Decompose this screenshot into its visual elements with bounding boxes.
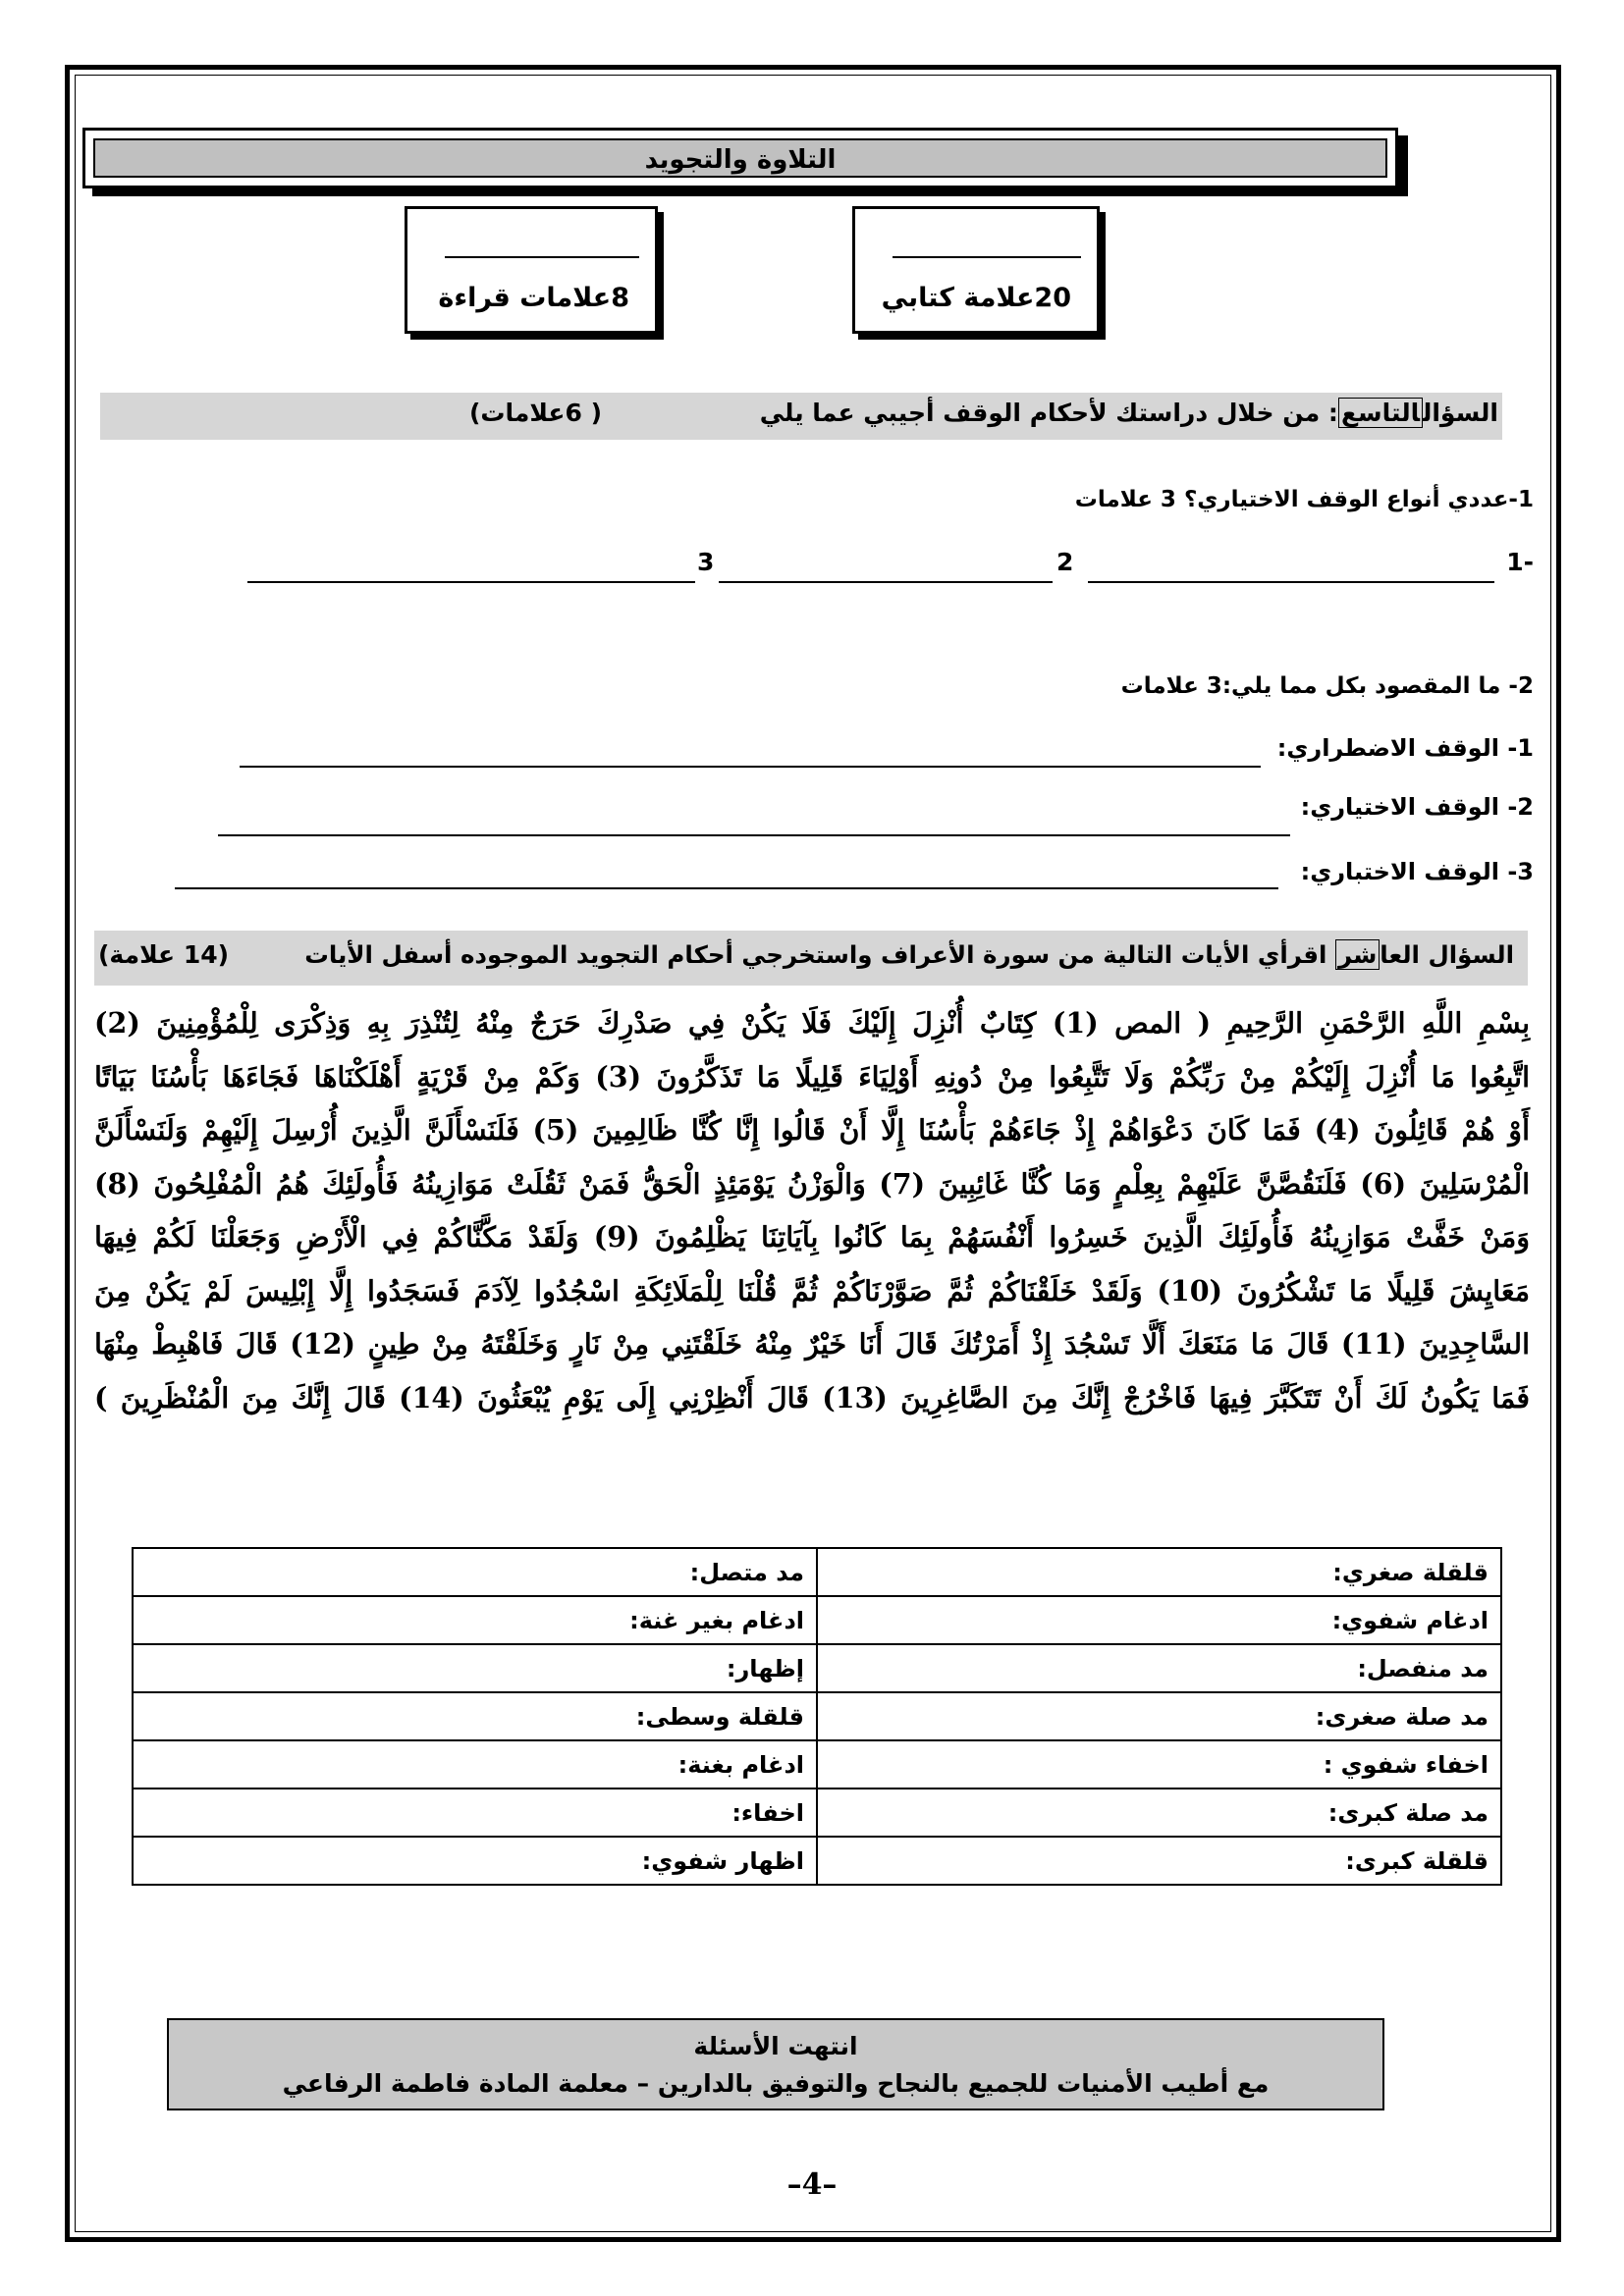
closing-box	[167, 2018, 1384, 2110]
definition-3-label: 3- الوقف الاختباري:	[1300, 858, 1534, 885]
verse-line: وَمَنْ خَفَّتْ مَوَازِينُهُ فَأُولَئِكَ الَّذِينَ خَسِرُوا أَنْفُسَهُمْ بِمَا كَانُوا بِآيَاتِنَا يَظْلِمُونَ (9) وَلَقَدْ مَكَّنَّاكُمْ فِي الْأَرْضِ وَجَعَلْنَا لَكُمْ فِيهَا	[94, 1220, 1531, 1254]
table-cell[interactable]: مد منفصل:	[817, 1644, 1501, 1692]
table-row	[133, 1837, 1501, 1885]
table-cell[interactable]: مد صلة صغرى:	[817, 1692, 1501, 1740]
table-cell[interactable]: اخفاء:	[133, 1789, 817, 1837]
question-9-sub2: 2- ما المقصود بكل مما يلي:3 علامات	[1120, 673, 1534, 699]
definition-1-label: 1- الوقف الاضطراري:	[1276, 734, 1534, 762]
answer-1-label: 1-	[1506, 548, 1534, 576]
table-cell[interactable]: ادغام بغنة:	[133, 1740, 817, 1789]
closing-line-2: مع أطيب الأمنيات للجميع بالنجاح والتوفيق بالدارين – معلمة المادة فاطمة الرفاعي	[282, 2069, 1270, 2098]
verse-line: اتَّبِعُوا مَا أُنْزِلَ إِلَيْكُمْ مِنْ رَبِّكُمْ وَلَا تَتَّبِعُوا مِنْ دُونِهِ أَوْلِيَاءَ قَلِيلًا مَا تَذَكَّرُونَ (3) وَكَمْ مِنْ قَرْيَةٍ أَهْلَكْنَاهَا فَجَاءَهَا بَأْسُنَا بَيَاتًا	[94, 1059, 1530, 1094]
table-row	[133, 1740, 1501, 1789]
table-row	[133, 1789, 1501, 1837]
definition-3-line[interactable]	[175, 887, 1278, 889]
question-10-marks: (14 علامة)	[98, 940, 230, 969]
definition-1-line[interactable]	[240, 766, 1261, 768]
table-row	[133, 1692, 1501, 1740]
table-cell[interactable]: إظهار:	[133, 1644, 817, 1692]
table-cell[interactable]: اظهار شفوي:	[133, 1837, 817, 1885]
table-cell[interactable]: قلقلة كبرى:	[817, 1837, 1501, 1885]
table-cell[interactable]: مد صلة كبرى:	[817, 1789, 1501, 1837]
table-row	[133, 1644, 1501, 1692]
table-row	[133, 1596, 1501, 1644]
verse-line: السَّاجِدِينَ (11) قَالَ مَا مَنَعَكَ أَلَّا تَسْجُدَ إِذْ أَمَرْتُكَ قَالَ أَنَا خَيْرٌ مِنْهُ خَلَقْتَنِي مِنْ نَارٍ وَخَلَقْتَهُ مِنْ طِينٍ (12) قَالَ فَاهْبِطْ مِنْهَا	[94, 1327, 1530, 1361]
question-9-title-part1: السؤال	[1422, 399, 1498, 427]
question-9-title	[760, 399, 1498, 427]
answer-3-line[interactable]	[247, 581, 695, 583]
question-9-sub1: 1-عددي أنواع الوقف الاختياري؟ 3 علامات	[1074, 487, 1534, 512]
section-title: التلاوة والتجويد	[93, 138, 1387, 178]
answer-3-label: 3	[697, 548, 715, 576]
question-10-title-boxed: شر	[1335, 939, 1380, 970]
writing-marks-line	[893, 256, 1081, 258]
closing-line-1: انتهت الأسئلة	[693, 2032, 858, 2060]
question-9-marks: ( 6علامات)	[469, 399, 603, 427]
verse-line: مَعَايِشَ قَلِيلًا مَا تَشْكُرُونَ (10) وَلَقَدْ خَلَقْنَاكُمْ ثُمَّ صَوَّرْنَاكُمْ ثُمَّ قُلْنَا لِلْمَلَائِكَةِ اسْجُدُوا لِآدَمَ فَسَجَدُوا إِلَّا إِبْلِيسَ لَمْ يَكُنْ مِنَ	[94, 1273, 1531, 1308]
page-number: –4–	[786, 2167, 838, 2202]
section-header	[82, 128, 1398, 188]
table-cell[interactable]: ادغام بغير غنة:	[133, 1596, 817, 1644]
question-9-title-part2: : من خلال دراستك لأحكام الوقف أجيبي عما يلي	[759, 399, 1338, 427]
reading-marks-box	[405, 206, 658, 334]
table-cell[interactable]: ادغام شفوي:	[817, 1596, 1501, 1644]
verse-line: بِسْمِ اللَّهِ الرَّحْمَنِ الرَّحِيمِ ( المص (1) كِتَابٌ أُنْزِلَ إِلَيْكَ فَلَا يَكُنْ فِي صَدْرِكَ حَرَجٌ مِنْهُ لِتُنْذِرَ بِهِ وَذِكْرَى لِلْمُؤْمِنِينَ (2)	[94, 1006, 1531, 1040]
question-10-title-part2: اقرأي الأيات التالية من سورة الأعراف واستخرجي أحكام التجويد الموجوده أسفل الأيات	[304, 940, 1335, 969]
question-10-title	[304, 940, 1514, 969]
table-cell[interactable]: قلقلة صغري:	[817, 1548, 1501, 1596]
table-cell[interactable]: قلقلة وسطى:	[133, 1692, 817, 1740]
verse-line: الْمُرْسَلِينَ (6) فَلَنَقُصَّنَّ عَلَيْهِمْ بِعِلْمٍ وَمَا كُنَّا غَائِبِينَ (7) وَالْوَزْنُ يَوْمَئِذٍ الْحَقُّ فَمَنْ ثَقُلَتْ مَوَازِينُهُ فَأُولَئِكَ هُمُ الْمُفْلِحُونَ (8)	[94, 1166, 1530, 1201]
tajweed-rules-table	[132, 1547, 1502, 1886]
question-10-title-part1: السؤال العا	[1380, 940, 1514, 969]
answer-1-line[interactable]	[1088, 581, 1494, 583]
answer-2-label: 2	[1056, 548, 1074, 576]
answer-2-line[interactable]	[719, 581, 1053, 583]
writing-marks-box	[852, 206, 1100, 334]
table-row	[133, 1548, 1501, 1596]
writing-marks-label: 20علامة كتابي	[881, 283, 1071, 313]
verse-line: فَمَا يَكُونُ لَكَ أَنْ تَتَكَبَّرَ فِيهَا فَاخْرُجْ إِنَّكَ مِنَ الصَّاغِرِينَ (13) قَالَ أَنْظِرْنِي إِلَى يَوْمِ يُبْعَثُونَ (14) قَالَ إِنَّكَ مِنَ الْمُنْظَرِينَ )	[94, 1380, 1530, 1415]
verse-line: أَوْ هُمْ قَائِلُونَ (4) فَمَا كَانَ دَعْوَاهُمْ إِذْ جَاءَهُمْ بَأْسُنَا إِلَّا أَنْ قَالُوا إِنَّا كُنَّا ظَالِمِينَ (5) فَلَنَسْأَلَنَّ الَّذِينَ أُرْسِلَ إِلَيْهِمْ وَلَنَسْأَلَنَّ	[94, 1113, 1530, 1147]
table-cell[interactable]: مد متصل:	[133, 1548, 817, 1596]
table-cell[interactable]: اخفاء شفوي :	[817, 1740, 1501, 1789]
question-9-title-boxed: التاسع	[1338, 398, 1423, 428]
definition-2-line[interactable]	[218, 834, 1290, 836]
reading-marks-label: 8علامات قراءة	[438, 283, 629, 313]
definition-2-label: 2- الوقف الاختياري:	[1300, 793, 1534, 821]
reading-marks-line	[445, 256, 639, 258]
quran-verses	[94, 996, 1530, 1424]
